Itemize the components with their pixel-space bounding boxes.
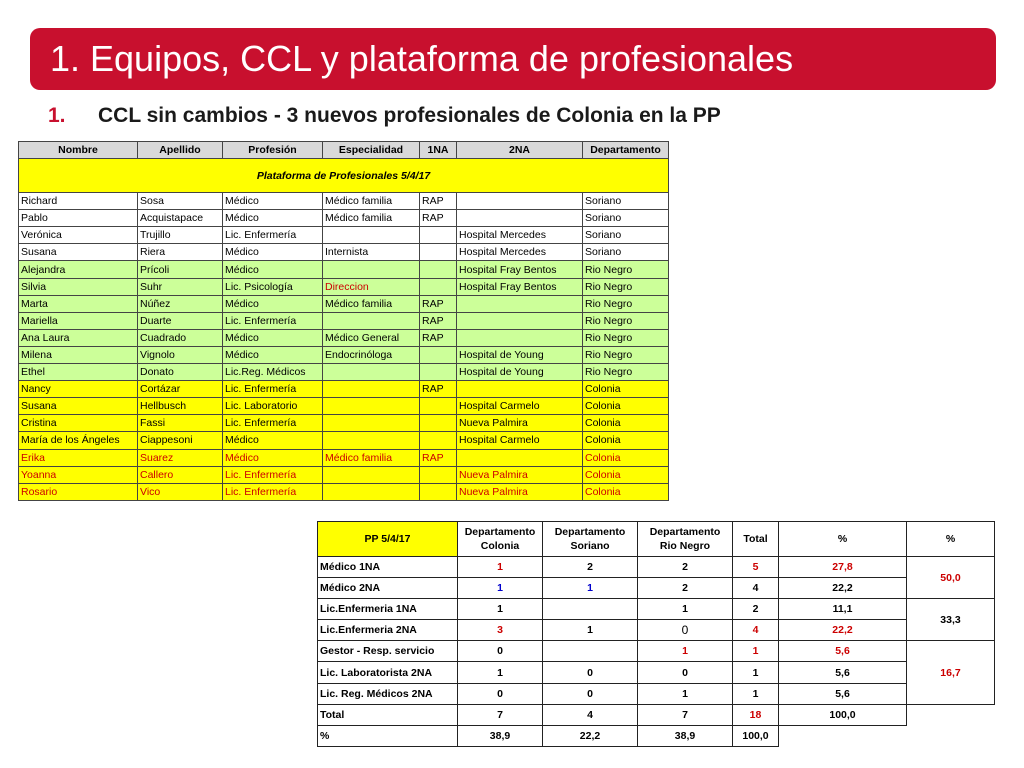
cell-apellido: Suhr <box>138 278 223 295</box>
cell-soriano: 2 <box>543 557 638 578</box>
cell-especialidad: Endocrinóloga <box>323 346 420 363</box>
empty-cell <box>779 725 907 746</box>
cell-profesion: Lic. Enfermería <box>223 381 323 398</box>
column-header: Apellido <box>138 142 223 159</box>
cell-rio-negro: 0 <box>638 620 733 641</box>
cell-2na: Hospital Carmelo <box>457 398 583 415</box>
cell-apellido: Riera <box>138 244 223 261</box>
cell-rio-negro: 0 <box>638 662 733 683</box>
professional-row <box>19 346 669 363</box>
cell-1na <box>420 432 457 449</box>
cell-departamento: Colonia <box>583 432 669 449</box>
cell-1na: RAP <box>420 193 457 210</box>
cell-total: 18 <box>733 704 779 725</box>
cell-percent: 22,2 <box>779 620 907 641</box>
cell-especialidad: Médico familia <box>323 449 420 466</box>
slide-subtitle <box>48 104 721 128</box>
summary-table <box>317 521 995 747</box>
cell-nombre: Milena <box>19 346 138 363</box>
cell-apellido: Vico <box>138 483 223 500</box>
cell-soriano <box>543 599 638 620</box>
cell-colonia: 1 <box>458 557 543 578</box>
column-header: Nombre <box>19 142 138 159</box>
cell-profesion: Médico <box>223 261 323 278</box>
empty-cell <box>907 704 995 725</box>
professional-row <box>19 398 669 415</box>
cell-rio-negro: 2 <box>638 578 733 599</box>
cell-1na <box>420 346 457 363</box>
summary-row <box>318 578 995 599</box>
cell-nombre: Marta <box>19 295 138 312</box>
cell-apellido: Cuadrado <box>138 329 223 346</box>
cell-departamento: Colonia <box>583 381 669 398</box>
cell-nombre: Alejandra <box>19 261 138 278</box>
cell-profesion: Médico <box>223 295 323 312</box>
cell-rio-negro: 1 <box>638 641 733 662</box>
cell-apellido: Donato <box>138 364 223 381</box>
cell-rio-negro: 7 <box>638 704 733 725</box>
cell-2na <box>457 381 583 398</box>
professional-row <box>19 483 669 500</box>
professional-row <box>19 261 669 278</box>
cell-2na <box>457 329 583 346</box>
cell-departamento: Colonia <box>583 483 669 500</box>
cell-profesion: Médico <box>223 432 323 449</box>
cell-1na: RAP <box>420 295 457 312</box>
cell-nombre: Cristina <box>19 415 138 432</box>
cell-apellido: Hellbusch <box>138 398 223 415</box>
cell-especialidad: Médico familia <box>323 210 420 227</box>
row-label: Lic.Enfermeria 1NA <box>318 599 458 620</box>
cell-departamento: Rio Negro <box>583 261 669 278</box>
cell-especialidad <box>323 381 420 398</box>
cell-total: 100,0 <box>733 725 779 746</box>
summary-percent-row <box>318 725 995 746</box>
slide-title: 1. Equipos, CCL y plataforma de profesionales <box>50 38 794 79</box>
cell-profesion: Médico <box>223 329 323 346</box>
cell-profesion: Lic. Laboratorio <box>223 398 323 415</box>
cell-nombre: Ana Laura <box>19 329 138 346</box>
cell-total: 1 <box>733 683 779 704</box>
column-header: Especialidad <box>323 142 420 159</box>
cell-2na: Hospital Mercedes <box>457 227 583 244</box>
cell-profesion: Médico <box>223 193 323 210</box>
professional-row <box>19 415 669 432</box>
cell-2na <box>457 449 583 466</box>
cell-total: 4 <box>733 620 779 641</box>
empty-cell <box>907 725 995 746</box>
cell-1na <box>420 261 457 278</box>
cell-especialidad <box>323 312 420 329</box>
cell-2na: Nueva Palmira <box>457 415 583 432</box>
group-percent-otros: 16,7 <box>907 641 995 704</box>
cell-percent: 22,2 <box>779 578 907 599</box>
cell-nombre: Pablo <box>19 210 138 227</box>
cell-especialidad <box>323 415 420 432</box>
cell-departamento: Soriano <box>583 210 669 227</box>
cell-colonia: 3 <box>458 620 543 641</box>
cell-nombre: Yoanna <box>19 466 138 483</box>
cell-1na <box>420 483 457 500</box>
cell-2na: Nueva Palmira <box>457 466 583 483</box>
cell-2na: Hospital Fray Bentos <box>457 261 583 278</box>
subtitle-text: CCL sin cambios - 3 nuevos profesionales de Colonia en la PP <box>98 104 721 127</box>
cell-percent: 5,6 <box>779 662 907 683</box>
cell-percent: 27,8 <box>779 557 907 578</box>
cell-apellido: Callero <box>138 466 223 483</box>
summary-header: % <box>779 522 907 557</box>
professionals-table-body <box>19 193 669 501</box>
cell-especialidad: Médico General <box>323 329 420 346</box>
professionals-table-caption: Plataforma de Profesionales 5/4/17 <box>19 159 669 193</box>
cell-profesion: Médico <box>223 210 323 227</box>
summary-row <box>318 683 995 704</box>
cell-1na <box>420 278 457 295</box>
cell-profesion: Lic. Enfermería <box>223 415 323 432</box>
cell-apellido: Ciappesoni <box>138 432 223 449</box>
cell-2na: Hospital de Young <box>457 364 583 381</box>
professional-row <box>19 193 669 210</box>
cell-especialidad: Internista <box>323 244 420 261</box>
cell-apellido: Cortázar <box>138 381 223 398</box>
cell-especialidad: Direccion <box>323 278 420 295</box>
row-label: Médico 2NA <box>318 578 458 599</box>
cell-apellido: Núñez <box>138 295 223 312</box>
cell-apellido: Suarez <box>138 449 223 466</box>
cell-departamento: Soriano <box>583 227 669 244</box>
cell-total: 1 <box>733 662 779 683</box>
professional-row <box>19 278 669 295</box>
professional-row <box>19 329 669 346</box>
professional-row <box>19 244 669 261</box>
professional-row <box>19 364 669 381</box>
cell-soriano: 22,2 <box>543 725 638 746</box>
cell-profesion: Lic. Enfermería <box>223 483 323 500</box>
cell-apellido: Trujillo <box>138 227 223 244</box>
cell-1na <box>420 227 457 244</box>
professional-row <box>19 312 669 329</box>
cell-rio-negro: 1 <box>638 683 733 704</box>
cell-percent: 5,6 <box>779 641 907 662</box>
cell-profesion: Lic. Enfermería <box>223 227 323 244</box>
cell-apellido: Duarte <box>138 312 223 329</box>
summary-header: Total <box>733 522 779 557</box>
column-header: 2NA <box>457 142 583 159</box>
summary-header: % <box>907 522 995 557</box>
cell-nombre: Mariella <box>19 312 138 329</box>
cell-departamento: Rio Negro <box>583 329 669 346</box>
cell-1na: RAP <box>420 329 457 346</box>
cell-2na: Hospital Carmelo <box>457 432 583 449</box>
summary-row <box>318 620 995 641</box>
professional-row <box>19 381 669 398</box>
group-percent-enfermeria: 33,3 <box>907 599 995 641</box>
cell-departamento: Rio Negro <box>583 346 669 363</box>
professional-row <box>19 449 669 466</box>
summary-row <box>318 641 995 662</box>
cell-especialidad <box>323 483 420 500</box>
cell-2na: Nueva Palmira <box>457 483 583 500</box>
cell-departamento: Colonia <box>583 449 669 466</box>
cell-1na: RAP <box>420 449 457 466</box>
cell-1na <box>420 415 457 432</box>
cell-departamento: Soriano <box>583 244 669 261</box>
cell-profesion: Médico <box>223 346 323 363</box>
summary-header: Departamento Rio Negro <box>638 522 733 557</box>
cell-especialidad <box>323 227 420 244</box>
cell-especialidad: Médico familia <box>323 295 420 312</box>
professional-row <box>19 466 669 483</box>
cell-especialidad <box>323 432 420 449</box>
cell-soriano: 1 <box>543 578 638 599</box>
cell-1na <box>420 466 457 483</box>
cell-profesion: Lic. Psicología <box>223 278 323 295</box>
cell-nombre: Verónica <box>19 227 138 244</box>
cell-1na: RAP <box>420 381 457 398</box>
column-header: 1NA <box>420 142 457 159</box>
cell-profesion: Lic.Reg. Médicos <box>223 364 323 381</box>
group-percent-medico: 50,0 <box>907 557 995 599</box>
cell-nombre: Silvia <box>19 278 138 295</box>
summary-total-row <box>318 704 995 725</box>
cell-nombre: Susana <box>19 244 138 261</box>
cell-apellido: Acquistapace <box>138 210 223 227</box>
cell-2na <box>457 295 583 312</box>
professionals-table <box>18 141 669 501</box>
row-label: Lic. Reg. Médicos 2NA <box>318 683 458 704</box>
cell-profesion: Médico <box>223 449 323 466</box>
row-label: Total <box>318 704 458 725</box>
cell-colonia: 0 <box>458 641 543 662</box>
cell-profesion: Médico <box>223 244 323 261</box>
cell-1na <box>420 244 457 261</box>
cell-nombre: Susana <box>19 398 138 415</box>
cell-especialidad <box>323 261 420 278</box>
cell-1na: RAP <box>420 312 457 329</box>
cell-especialidad <box>323 398 420 415</box>
row-label: % <box>318 725 458 746</box>
cell-2na: Hospital Fray Bentos <box>457 278 583 295</box>
cell-rio-negro: 2 <box>638 557 733 578</box>
cell-nombre: Nancy <box>19 381 138 398</box>
cell-departamento: Rio Negro <box>583 312 669 329</box>
cell-departamento: Rio Negro <box>583 278 669 295</box>
cell-colonia: 1 <box>458 662 543 683</box>
cell-1na: RAP <box>420 210 457 227</box>
cell-2na: Hospital Mercedes <box>457 244 583 261</box>
cell-apellido: Vignolo <box>138 346 223 363</box>
cell-departamento: Colonia <box>583 466 669 483</box>
summary-header: Departamento Soriano <box>543 522 638 557</box>
cell-nombre: María de los Ángeles <box>19 432 138 449</box>
cell-percent: 5,6 <box>779 683 907 704</box>
row-label: Lic.Enfermeria 2NA <box>318 620 458 641</box>
professional-row <box>19 432 669 449</box>
cell-especialidad: Médico familia <box>323 193 420 210</box>
cell-total: 4 <box>733 578 779 599</box>
summary-row <box>318 557 995 578</box>
cell-departamento: Rio Negro <box>583 364 669 381</box>
summary-header: PP 5/4/17 <box>318 522 458 557</box>
cell-especialidad <box>323 466 420 483</box>
professional-row <box>19 295 669 312</box>
cell-departamento: Soriano <box>583 193 669 210</box>
cell-nombre: Rosario <box>19 483 138 500</box>
column-header: Departamento <box>583 142 669 159</box>
slide-title-bar <box>30 28 996 90</box>
cell-soriano <box>543 641 638 662</box>
subtitle-number: 1. <box>48 104 66 127</box>
summary-row <box>318 662 995 683</box>
cell-colonia: 38,9 <box>458 725 543 746</box>
cell-departamento: Colonia <box>583 415 669 432</box>
professional-row <box>19 227 669 244</box>
cell-especialidad <box>323 364 420 381</box>
cell-apellido: Prícoli <box>138 261 223 278</box>
cell-2na: Hospital de Young <box>457 346 583 363</box>
cell-profesion: Lic. Enfermería <box>223 312 323 329</box>
cell-rio-negro: 38,9 <box>638 725 733 746</box>
row-label: Médico 1NA <box>318 557 458 578</box>
cell-colonia: 1 <box>458 578 543 599</box>
cell-1na <box>420 398 457 415</box>
cell-percent: 100,0 <box>779 704 907 725</box>
summary-header: Departamento Colonia <box>458 522 543 557</box>
cell-soriano: 0 <box>543 683 638 704</box>
cell-percent: 11,1 <box>779 599 907 620</box>
cell-colonia: 1 <box>458 599 543 620</box>
summary-row <box>318 599 995 620</box>
cell-profesion: Lic. Enfermería <box>223 466 323 483</box>
cell-total: 1 <box>733 641 779 662</box>
cell-nombre: Ethel <box>19 364 138 381</box>
cell-nombre: Richard <box>19 193 138 210</box>
cell-apellido: Fassi <box>138 415 223 432</box>
cell-soriano: 0 <box>543 662 638 683</box>
cell-soriano: 4 <box>543 704 638 725</box>
cell-2na <box>457 193 583 210</box>
column-header: Profesión <box>223 142 323 159</box>
cell-colonia: 7 <box>458 704 543 725</box>
row-label: Lic. Laboratorista 2NA <box>318 662 458 683</box>
professional-row <box>19 210 669 227</box>
cell-nombre: Erika <box>19 449 138 466</box>
cell-departamento: Colonia <box>583 398 669 415</box>
cell-soriano: 1 <box>543 620 638 641</box>
cell-colonia: 0 <box>458 683 543 704</box>
cell-1na <box>420 364 457 381</box>
row-label: Gestor - Resp. servicio <box>318 641 458 662</box>
cell-total: 5 <box>733 557 779 578</box>
cell-apellido: Sosa <box>138 193 223 210</box>
cell-departamento: Rio Negro <box>583 295 669 312</box>
cell-2na <box>457 312 583 329</box>
cell-rio-negro: 1 <box>638 599 733 620</box>
cell-2na <box>457 210 583 227</box>
cell-total: 2 <box>733 599 779 620</box>
